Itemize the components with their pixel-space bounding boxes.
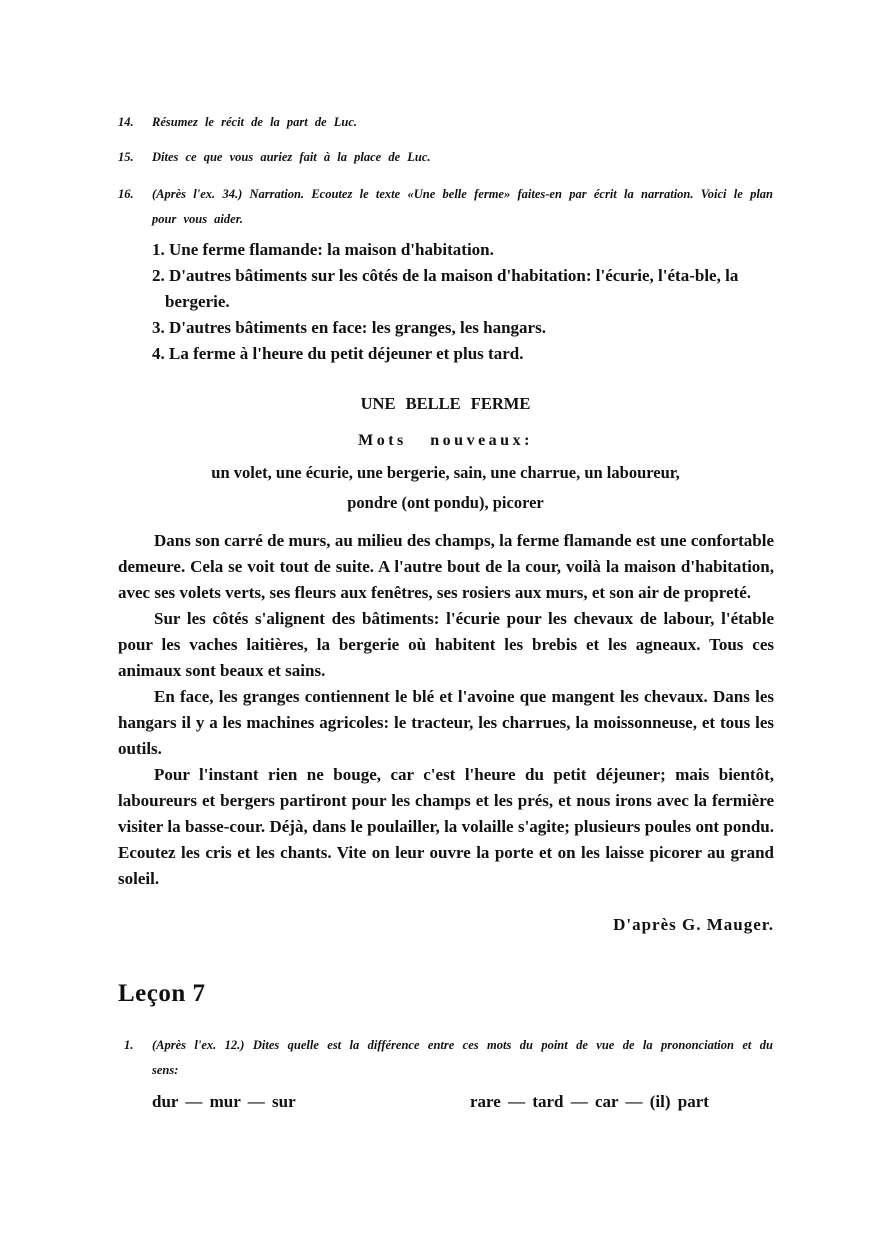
- exercise-text: (Après l'ex. 12.) Dites quelle est la différence entre ces mots du point de vue de la prononciation et du sens:: [152, 1038, 773, 1077]
- exercise-16: [118, 182, 773, 226]
- exercise-number: 1.: [124, 1038, 134, 1052]
- plan-item: 2. D'autres bâtiments sur les côtés de la maison d'habitation: l'écurie, l'éta-ble, la bergerie.: [152, 266, 739, 311]
- narration-plan: [152, 237, 772, 367]
- word-group: rare — tard — car — (il) part: [470, 1092, 709, 1111]
- exercise-text: Dites ce que vous auriez fait à la place de Luc.: [152, 150, 431, 164]
- vocabulary-line: un volet, une écurie, une bergerie, sain, une charrue, un laboureur,: [211, 463, 680, 482]
- author-credit: D'après G. Mauger.: [613, 915, 774, 934]
- exercise-15: [118, 145, 773, 170]
- exercise-number: 15.: [118, 150, 134, 164]
- exercise-text: Résumez le récit de la part de Luc.: [152, 115, 358, 129]
- exercise-text: (Après l'ex. 34.) Narration. Ecoutez le texte «Une belle ferme» faites-en par écrit la narration. Voici le plan pour vous aider.: [152, 187, 773, 226]
- vocabulary-line: pondre (ont pondu), picorer: [347, 493, 544, 512]
- lesson-exercise-1: [118, 1033, 773, 1077]
- plan-item: 1. Une ferme flamande: la maison d'habitation.: [152, 240, 494, 259]
- exercise-number: 16.: [118, 187, 134, 201]
- story-paragraph: Sur les côtés s'alignent des bâtiments: l'écurie pour les chevaux de labour, l'étable pour les vaches laitières, la bergerie où habitent les brebis et les agneaux. Tous ces animaux sont beaux et sains.: [118, 609, 774, 680]
- lesson-heading: Leçon 7: [118, 980, 206, 1007]
- story-paragraph: Dans son carré de murs, au milieu des champs, la ferme flamande est une confortable demeure. Cela se voit tout de suite. A l'autre bout de la cour, voilà la maison d'habitation, avec ses volets verts, ses fleurs aux fenêtres, ses rosiers aux murs, et son air de propreté.: [118, 531, 774, 602]
- plan-item: 3. D'autres bâtiments en face: les granges, les hangars.: [152, 318, 546, 337]
- exercise-number: 14.: [118, 115, 134, 129]
- story-text: [118, 528, 774, 892]
- story-paragraph: En face, les granges contiennent le blé et l'avoine que mangent les chevaux. Dans les hangars il y a les machines agricoles: le tracteur, les charrues, la moissonneuse, et tous les outils.: [118, 687, 774, 758]
- story-paragraph: Pour l'instant rien ne bouge, car c'est l'heure du petit déjeuner; mais bientôt, laboureurs et bergers partiront pour les champs et les prés, et nous irons avec la fermière visiter la basse-cour. Déjà, dans le poulailler, la volaille s'agite; plusieurs poules ont pondu. Ecoutez les cris et les chants. Vite on leur ouvre la porte et on les laisse picorer au grand soleil.: [118, 765, 774, 888]
- story-title: UNE BELLE FERME: [360, 394, 531, 413]
- exercise-14: [118, 110, 773, 135]
- new-words-label: Mots nouveaux:: [358, 432, 533, 449]
- word-group: dur — mur — sur: [152, 1092, 296, 1111]
- plan-item: 4. La ferme à l'heure du petit déjeuner et plus tard.: [152, 344, 524, 363]
